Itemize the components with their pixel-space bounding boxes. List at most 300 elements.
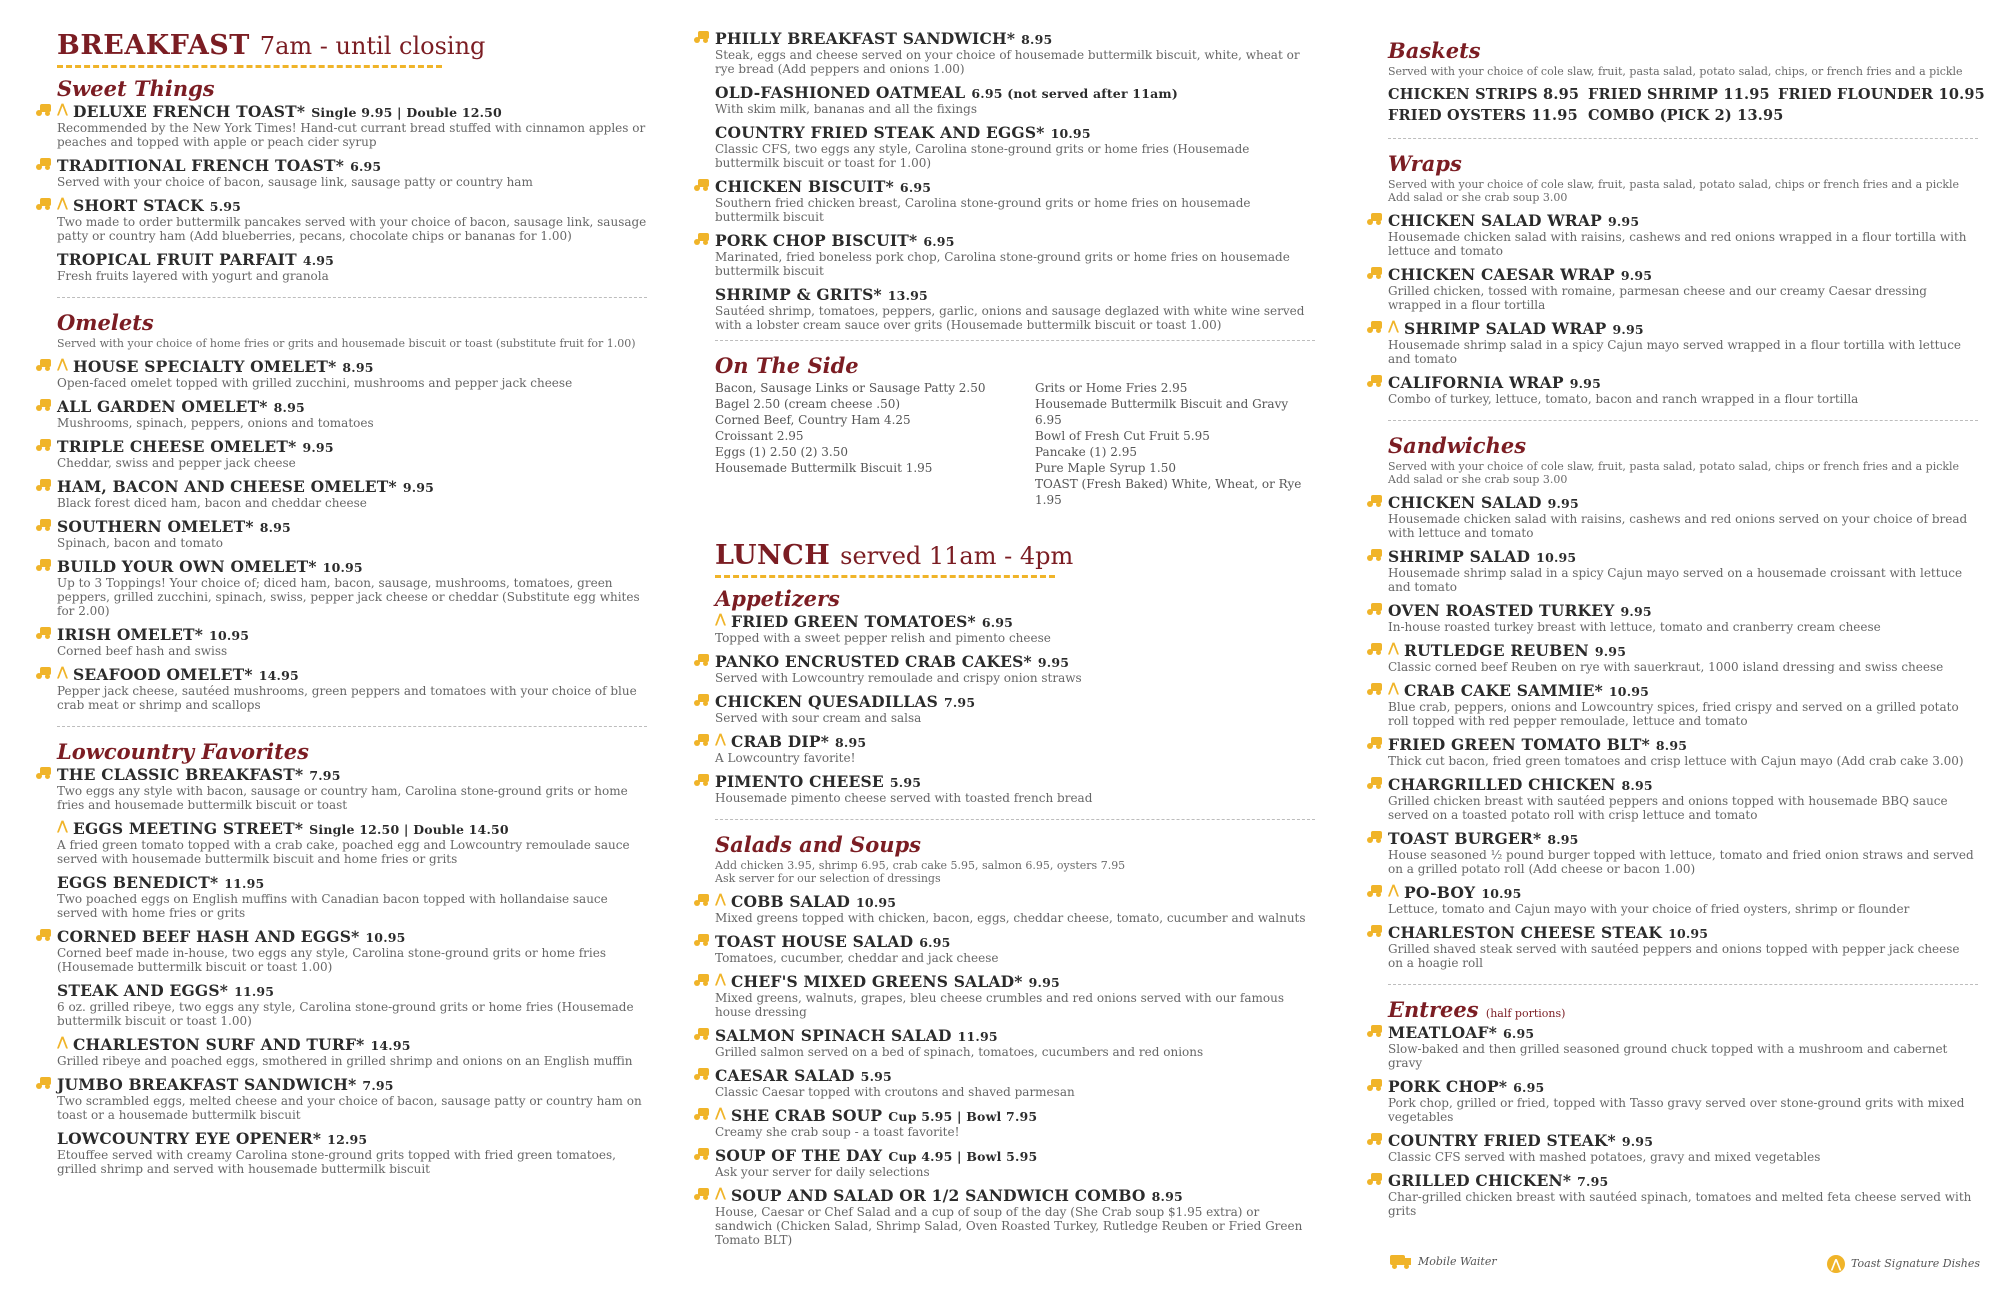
item-description: Char-grilled chicken breast with sautéed spinach, tomatoes and melted feta cheese served with grits [1388,1190,1972,1218]
mobile-waiter-icon [694,934,709,946]
item-name: ALL GARDEN OMELET* [57,397,268,416]
item-description: Grilled ribeye and poached eggs, smothered in grilled shrimp and onions on an English muffin [57,1054,633,1068]
item-price: 12.95 [327,1132,368,1147]
item-description: Blue crab, peppers, onions and Lowcountry spices, fried crispy and served on a grilled potato roll topped with red pepper remoulade, lettuce and tomato [1388,700,1959,728]
mobile-waiter-icon [1367,885,1382,897]
divider [1388,984,1978,985]
item-price: 10.95 [856,895,897,910]
item-name: CHEF'S MIXED GREENS SALAD* [731,972,1023,991]
mobile-waiter-icon [1367,777,1382,789]
item-price: Cup 4.95 | Bowl 5.95 [888,1149,1038,1164]
menu-item-chicken-salad [1388,494,1978,540]
item-price: 9.95 [1620,268,1653,283]
wraps-heading: Wraps [1388,151,1462,176]
appetizers-heading: Appetizers [715,586,840,611]
item-name: SHE CRAB SOUP [731,1106,883,1125]
mobile-waiter-icon [36,767,51,779]
item-name: HAM, BACON AND CHEESE OMELET* [57,477,397,496]
mobile-waiter-icon [694,974,709,986]
menu-item-shrimp-salad [1388,548,1978,594]
item-price: 9.95 [1547,496,1579,511]
item-description: Grilled chicken breast with sautéed peppers and onions topped with housemade BBQ sauce served on a toasted potato roll with crisp lettuce and tomato [1388,794,1948,822]
menu-item-traditional-french-toast [57,157,647,189]
item-name: SEAFOOD OMELET* [73,665,253,684]
menu-item-soup-and-salad-or-1-2-sandwich-combo [715,1187,1315,1247]
item-price: 7.95 [309,768,341,783]
mobile-waiter-icon [36,627,51,639]
side-item: Corned Beef, Country Ham 4.25 [715,413,911,427]
item-name: SHRIMP SALAD WRAP [1404,319,1607,338]
side-item: Bacon, Sausage Links or Sausage Patty 2.50 [715,381,986,395]
menu-item-southern-omelet [57,518,647,550]
menu-item-crab-cake-sammie [1388,682,1978,728]
menu-item-chicken-quesadillas [715,693,1315,725]
signature-icon: ⋀ [1388,681,1400,696]
mobile-waiter-icon [36,479,51,491]
lunch-heading: LUNCH served 11am - 4pm [715,540,1074,571]
item-description: With skim milk, bananas and all the fixings [715,102,977,116]
item-price: 10.95 [1608,684,1650,699]
item-price: 7.95 [1577,1174,1609,1189]
item-description: Served with sour cream and salsa [715,711,922,725]
signature-icon: ⋀ [715,1106,727,1121]
menu-item-chargrilled-chicken [1388,776,1978,822]
item-description: Mushrooms, spinach, peppers, onions and tomatoes [57,416,374,430]
item-name: CHICKEN SALAD WRAP [1388,211,1602,230]
item-description: Pepper jack cheese, sautéed mushrooms, green peppers and tomatoes with your choice of blue crab meat or shrimp and scallops [57,684,637,712]
signature-icon: ⋀ [1388,883,1400,898]
menu-item-irish-omelet [57,626,647,658]
signature-icon: ⋀ [1388,319,1400,334]
signature-icon: ⋀ [57,665,69,680]
item-description: Two poached eggs on English muffins with Canadian bacon topped with hollandaise sauce served with home fries or grits [57,892,608,920]
side-item: Eggs (1) 2.50 (2) 3.50 [715,445,848,459]
item-price: 6.95 [899,180,932,195]
divider [1388,138,1978,139]
item-price: 4.95 [302,253,335,268]
menu-item-steak-and-eggs [57,982,647,1028]
item-description: Housemade shrimp salad in a spicy Cajun mayo served wrapped in a flour tortilla with lettuce and tomato [1388,338,1962,366]
item-price: 9.95 [1037,655,1070,670]
item-name: FRIED GREEN TOMATO BLT* [1388,735,1650,754]
item-name: CAESAR SALAD [715,1066,855,1085]
item-price: 8.95 [1621,778,1653,793]
mobile-waiter-icon [694,31,709,43]
menu-item-oven-roasted-turkey [1388,602,1978,634]
item-price: 14.95 [258,668,299,683]
mobile-waiter-icon [694,179,709,191]
item-description: House seasoned ½ pound burger topped with lettuce, tomato and fried onion straws and served on a grilled potato roll (Add cheese or bacon 1.00) [1388,848,1974,876]
wraps-note: Served with your choice of cole slaw, fruit, pasta salad, potato salad, chips or french fries and a pickle Add salad or she crab soup 3.00 [1388,178,1960,204]
basket-item: FRIED FLOUNDER 10.95 [1778,86,1985,103]
mobile-waiter-icon [36,439,51,451]
item-description: Housemade chicken salad with raisins, cashews and red onions wrapped in a flour tortilla with lettuce and tomato [1388,230,1967,258]
item-name: EGGS MEETING STREET* [73,819,304,838]
mobile-waiter-icon [694,1148,709,1160]
mobile-waiter-icon [1367,213,1382,225]
wraps-list [1388,212,1978,406]
mobile-waiter-icon [1367,495,1382,507]
menu-item-crab-dip [715,733,1315,765]
legend [1390,1253,1980,1275]
sandwiches-list [1388,494,1978,970]
mobile-waiter-icon [36,104,51,116]
side-item: Bagel 2.50 (cream cheese .50) [715,397,901,411]
item-name: OLD-FASHIONED OATMEAL [715,83,966,102]
item-name: PHILLY BREAKFAST SANDWICH* [715,29,1016,48]
item-name: LOWCOUNTRY EYE OPENER* [57,1129,322,1148]
column-middle [715,30,1315,1255]
basket-item: FRIED OYSTERS 11.95 [1388,107,1578,124]
item-price: 10.95 [322,560,363,575]
menu-item-ham-bacon-and-cheese-omelet [57,478,647,510]
omelets-list [57,358,647,712]
mobile-waiter-icon [36,929,51,941]
mobile-waiter-icon [1367,925,1382,937]
mobile-waiter-icon [694,654,709,666]
menu-item-seafood-omelet [57,666,647,712]
item-description: Mixed greens topped with chicken, bacon, eggs, cheddar cheese, tomato, cucumber and walnuts [715,911,1306,925]
sandwiches-note: Served with your choice of cole slaw, fruit, pasta salad, potato salad, chips or french fries and a pickle Add salad or she crab soup 3.00 [1388,460,1960,486]
menu-item-shrimp-grits [715,286,1315,332]
item-name: EGGS BENEDICT* [57,873,219,892]
item-description: Steak, eggs and cheese served on your choice of housemade buttermilk biscuit, white, wheat or rye bread (Add peppers and onions 1.00) [715,48,1300,76]
item-description: Classic CFS, two eggs any style, Carolina stone-ground grits or home fries (Housemade buttermilk biscuit or toast for 1.00) [715,142,1250,170]
menu-item-eggs-meeting-street [57,820,647,866]
side-item: Croissant 2.95 [715,429,804,443]
item-price: 8.95 [835,735,867,750]
item-name: CHICKEN CAESAR WRAP [1388,265,1615,284]
item-description: Southern fried chicken breast, Carolina stone-ground grits or home fries on housemade buttermilk biscuit [715,196,1251,224]
mobile-waiter-icon [1367,375,1382,387]
menu-item-she-crab-soup [715,1107,1315,1139]
item-name: TRIPLE CHEESE OMELET* [57,437,297,456]
divider [715,340,1315,341]
item-price: 8.95 [1655,738,1688,753]
menu-item-toast-burger [1388,830,1978,876]
item-description: Recommended by the New York Times! Hand-cut currant bread stuffed with cinnamon apples or peaches and topped with apple or peach cider syrup [57,121,646,149]
item-price: 5.95 [889,775,922,790]
basket-item: FRIED SHRIMP 11.95 [1588,86,1770,103]
signature-icon: ⋀ [57,102,69,117]
signature-icon: ⋀ [1827,1255,1845,1273]
menu-item-panko-encrusted-crab-cakes [715,653,1315,685]
item-name: CHICKEN BISCUIT* [715,177,894,196]
menu-item-soup-of-the-day [715,1147,1315,1179]
menu-item-tropical-fruit-parfait [57,251,647,283]
item-name: PORK CHOP BISCUIT* [715,231,918,250]
menu-item-triple-cheese-omelet [57,438,647,470]
mobile-waiter-icon [1367,1025,1382,1037]
menu-item-jumbo-breakfast-sandwich [57,1076,647,1122]
item-description: A Lowcountry favorite! [715,751,856,765]
item-name: BUILD YOUR OWN OMELET* [57,557,317,576]
item-description: Fresh fruits layered with yogurt and granola [57,269,329,283]
menu-item-rutledge-reuben [1388,642,1978,674]
item-description: Black forest diced ham, bacon and cheddar cheese [57,496,367,510]
item-price: 7.95 [362,1078,394,1093]
item-description: Classic Caesar topped with croutons and shaved parmesan [715,1085,1075,1099]
item-price: 9.95 [1621,1134,1654,1149]
sandwiches-heading: Sandwiches [1388,433,1527,458]
item-name: SOUP OF THE DAY [715,1146,883,1165]
side-item: Housemade Buttermilk Biscuit and Gravy 6.95 [1035,397,1289,427]
item-description: Ask your server for daily selections [715,1165,930,1179]
item-price: 6.95 [923,234,955,249]
menu-item-chicken-caesar-wrap [1388,266,1978,312]
item-name: CHARLESTON SURF AND TURF* [73,1035,365,1054]
side-item: Grits or Home Fries 2.95 [1035,381,1188,395]
signature-icon: ⋀ [715,732,727,747]
item-description: Corned beef made in-house, two eggs any style, Carolina stone-ground grits or home fries (Housemade buttermilk biscuit or toast 1.00) [57,946,607,974]
item-price: 8.95 [1547,832,1579,847]
menu-item-the-classic-breakfast [57,766,647,812]
mobile-waiter-icon [694,233,709,245]
salads-heading: Salads and Soups [715,832,921,857]
on-the-side-heading: On The Side [715,353,859,378]
menu-item-shrimp-salad-wrap [1388,320,1978,366]
item-name: CHICKEN SALAD [1388,493,1542,512]
lowcountry-heading: Lowcountry Favorites [57,739,309,764]
side-left [715,380,995,508]
item-description: Classic CFS served with mashed potatoes, gravy and mixed vegetables [1388,1150,1821,1164]
menu-item-meatloaf [1388,1024,1978,1070]
item-description: In-house roasted turkey breast with lettuce, tomato and cranberry cream cheese [1388,620,1881,634]
item-description: Tomatoes, cucumber, cheddar and jack cheese [715,951,999,965]
menu-item-chicken-salad-wrap [1388,212,1978,258]
item-description: Thick cut bacon, fried green tomatoes and crisp lettuce with Cajun mayo (Add crab cake 3.00) [1388,754,1964,768]
side-item: Pure Maple Syrup 1.50 [1035,461,1177,475]
item-name: TRADITIONAL FRENCH TOAST* [57,156,345,175]
item-description: Served with Lowcountry remoulade and crispy onion straws [715,671,1082,685]
column-breakfast [57,30,647,1184]
item-description: Etouffee served with creamy Carolina stone-ground grits topped with fried green tomatoes, grilled shrimp and served with housemade buttermilk biscuit [57,1148,616,1176]
salads-note: Add chicken 3.95, shrimp 6.95, crab cake 5.95, salmon 6.95, oysters 7.95 Ask server for our selection of dressings [715,859,1126,885]
item-price: 6.95 [1513,1080,1545,1095]
item-name: THE CLASSIC BREAKFAST* [57,765,304,784]
item-description: Housemade pimento cheese served with toasted french bread [715,791,1093,805]
menu-item-eggs-benedict [57,874,647,920]
heading-underline [715,575,1055,578]
item-name: SHORT STACK [73,196,204,215]
sweet-things-heading: Sweet Things [57,76,215,101]
item-price: 6.95 [1503,1026,1535,1041]
item-name: OVEN ROASTED TURKEY [1388,601,1615,620]
divider [57,726,647,727]
breakfast-continued-list [715,30,1315,332]
menu-item-po-boy [1388,884,1978,916]
item-price: 10.95 [1050,126,1091,141]
signature-icon: ⋀ [1388,641,1400,656]
item-description: Housemade shrimp salad in a spicy Cajun mayo served on a housemade croissant with lettuce and tomato [1388,566,1963,594]
item-name: PIMENTO CHEESE [715,772,884,791]
signature-icon: ⋀ [57,819,69,834]
item-description: Classic corned beef Reuben on rye with sauerkraut, 1000 island dressing and swiss cheese [1388,660,1944,674]
item-name: IRISH OMELET* [57,625,204,644]
item-price: 8.95 [273,400,305,415]
signature-icon: ⋀ [715,612,727,627]
menu-item-pork-chop [1388,1078,1978,1124]
mobile-waiter-icon [1367,1079,1382,1091]
item-description: Lettuce, tomato and Cajun mayo with your choice of fried oysters, shrimp or flounder [1388,902,1910,916]
item-price: 10.95 [365,930,406,945]
menu-item-california-wrap [1388,374,1978,406]
item-name: GRILLED CHICKEN* [1388,1171,1572,1190]
side-item: TOAST (Fresh Baked) White, Wheat, or Rye 1.95 [1035,477,1302,507]
side-item: Pancake (1) 2.95 [1035,445,1138,459]
item-price: 11.95 [957,1029,998,1044]
item-description: Topped with a sweet pepper relish and pimento cheese [715,631,1051,645]
item-description: 6 oz. grilled ribeye, two eggs any style, Carolina stone-ground grits or home fries (Housemade buttermilk biscuit or toast 1.00) [57,1000,634,1028]
mobile-waiter-icon [694,1028,709,1040]
menu-item-country-fried-steak [1388,1132,1978,1164]
item-price: 9.95 [1028,975,1060,990]
item-price: 9.95 [302,440,334,455]
item-description: Up to 3 Toppings! Your choice of; diced ham, bacon, sausage, mushrooms, tomatoes, green peppers, grilled zucchini, spinach, swiss, pepper jack cheese or cheddar (Substitute egg whites for 2.00) [57,576,640,618]
menu-item-pork-chop-biscuit [715,232,1315,278]
item-name: SOUP AND SALAD OR 1/2 SANDWICH COMBO [731,1186,1146,1205]
item-description: A fried green tomato topped with a crab cake, poached egg and Lowcountry remoulade sauce served with housemade buttermilk biscuit and home fries or grits [57,838,630,866]
menu-item-fried-green-tomatoes [715,613,1315,645]
mobile-waiter-icon [1367,603,1382,615]
item-description: Two made to order buttermilk pancakes served with your choice of bacon, sausage link, sausage patty or country ham (Add blueberries, pecans, chocolate chips or bananas for 1.00) [57,215,647,243]
item-name: DELUXE FRENCH TOAST* [73,102,306,121]
omelets-heading: Omelets [57,310,154,335]
lowcountry-list [57,766,647,1176]
item-description: Housemade chicken salad with raisins, cashews and red onions served on your choice of bread with lettuce and tomato [1388,512,1968,540]
item-price: 10.95 [209,628,250,643]
item-name: SHRIMP SALAD [1388,547,1531,566]
sweet-things-list [57,103,647,283]
item-description: Two eggs any style with bacon, sausage or country ham, Carolina stone-ground grits or home fries and housemade buttermilk biscuit or toast [57,784,628,812]
item-description: Served with your choice of bacon, sausage link, sausage patty or country ham [57,175,533,189]
item-price: 13.95 [887,288,928,303]
signature-icon: ⋀ [57,196,69,211]
item-price: Single 9.95 | Double 12.50 [311,105,502,120]
mobile-waiter-icon [694,1188,709,1200]
menu-item-toast-house-salad [715,933,1315,965]
mobile-waiter-icon [36,519,51,531]
item-price: 8.95 [342,360,374,375]
menu-item-charleston-surf-and-turf [57,1036,647,1068]
breakfast-heading: BREAKFAST 7am - until closing [57,30,486,61]
entrees-heading: Entrees (half portions) [1388,997,1566,1022]
menu-item-corned-beef-hash-and-eggs [57,928,647,974]
item-description: Grilled chicken, tossed with romaine, parmesan cheese and our creamy Caesar dressing wrapped in a flour tortilla [1388,284,1927,312]
item-price: 10.95 [1668,926,1709,941]
mobile-waiter-icon [36,559,51,571]
item-name: TROPICAL FRUIT PARFAIT [57,250,297,269]
item-description: Two scrambled eggs, melted cheese and your choice of bacon, sausage patty or country ham on toast or a housemade buttermilk biscuit [57,1094,642,1122]
item-price: 8.95 [259,520,291,535]
item-price: 10.95 [1481,886,1522,901]
menu-item-all-garden-omelet [57,398,647,430]
menu-item-caesar-salad [715,1067,1315,1099]
item-description: Combo of turkey, lettuce, tomato, bacon and ranch wrapped in a flour tortilla [1388,392,1859,406]
divider [715,819,1315,820]
item-name: COBB SALAD [731,892,851,911]
item-name: CHARLESTON CHEESE STEAK [1388,923,1663,942]
mobile-waiter-icon [1367,737,1382,749]
menu-item-salmon-spinach-salad [715,1027,1315,1059]
item-price: 8.95 [1151,1189,1183,1204]
item-name: PORK CHOP* [1388,1077,1508,1096]
mobile-waiter-icon [1367,321,1382,333]
item-name: CHARGRILLED CHICKEN [1388,775,1616,794]
mobile-waiter-icon [1367,643,1382,655]
item-price: 6.95 [919,935,951,950]
menu-item-country-fried-steak-and-eggs [715,124,1315,170]
item-description: Pork chop, grilled or fried, topped with Tasso gravy served over stone-ground grits with mixed vegetables [1388,1096,1965,1124]
mobile-waiter-icon [1367,831,1382,843]
mobile-waiter-icon [36,198,51,210]
item-name: PANKO ENCRUSTED CRAB CAKES* [715,652,1032,671]
menu-item-build-your-own-omelet [57,558,647,618]
mobile-waiter-icon [1367,267,1382,279]
baskets-note: Served with your choice of cole slaw, fruit, pasta salad, potato salad, chips, or french fries and a pickle [1388,65,1963,78]
divider [1388,420,1978,421]
divider [57,297,647,298]
item-name: STEAK AND EGGS* [57,981,229,1000]
item-description: Creamy she crab soup - a toast favorite! [715,1125,960,1139]
item-name: HOUSE SPECIALTY OMELET* [73,357,337,376]
mobile-waiter-icon [694,1068,709,1080]
item-price: 5.95 [209,199,242,214]
item-description: Sautéed shrimp, tomatoes, peppers, garlic, onions and sausage deglazed with white wine served with a lobster cream sauce over grits (Housemade buttermilk biscuit or toast 1.00) [715,304,1305,332]
mobile-waiter-icon [1367,1173,1382,1185]
item-name: CHICKEN QUESADILLAS [715,692,938,711]
item-name: SOUTHERN OMELET* [57,517,254,536]
item-name: SALMON SPINACH SALAD [715,1026,952,1045]
item-description: Grilled salmon served on a bed of spinach, tomatoes, cucumbers and red onions [715,1045,1204,1059]
baskets-list [1388,86,1985,124]
mobile-waiter-icon [694,774,709,786]
item-name: FRIED GREEN TOMATOES* [731,612,976,631]
mobile-waiter-icon [36,399,51,411]
basket-item: CHICKEN STRIPS 8.95 [1388,86,1580,103]
menu-item-chicken-biscuit [715,178,1315,224]
side-item: Housemade Buttermilk Biscuit 1.95 [715,461,933,475]
mobile-waiter-icon [36,359,51,371]
item-description: Corned beef hash and swiss [57,644,228,658]
item-price: 9.95 [1620,604,1652,619]
item-name: MEATLOAF* [1388,1023,1498,1042]
item-name: TOAST BURGER* [1388,829,1542,848]
item-description: House, Caesar or Chef Salad and a cup of soup of the day (She Crab soup $1.95 extra) or sandwich (Chicken Salad, Shrimp Salad, Oven Roasted Turkey, Rutledge Reuben or Fried Green Tomato BLT) [715,1205,1303,1247]
item-description: Marinated, fried boneless pork chop, Carolina stone-ground grits or home fries on housemade buttermilk biscuit [715,250,1290,278]
item-name: SHRIMP & GRITS* [715,285,882,304]
item-description: Grilled shaved steak served with sautéed peppers and onions topped with pepper jack cheese on a hoagie roll [1388,942,1960,970]
mobile-waiter-icon [694,734,709,746]
item-name: CORNED BEEF HASH AND EGGS* [57,927,360,946]
item-description: Slow-baked and then grilled seasoned ground chuck topped with a mushroom and cabernet gravy [1388,1042,1948,1070]
column-right [1388,30,1985,1226]
mobile-waiter-icon [694,1108,709,1120]
item-price: 6.95 (not served after 11am) [971,86,1178,101]
menu-item-chef-s-mixed-greens-salad [715,973,1315,1019]
item-name: COUNTRY FRIED STEAK* [1388,1131,1616,1150]
mobile-waiter-icon [1390,1255,1412,1269]
signature-icon: ⋀ [715,892,727,907]
signature-icon: ⋀ [715,972,727,987]
legend-mobile-waiter: Mobile Waiter [1390,1255,1497,1269]
item-description: Open-faced omelet topped with grilled zucchini, mushrooms and pepper jack cheese [57,376,573,390]
baskets-heading: Baskets [1388,38,1481,63]
signature-icon: ⋀ [57,1035,69,1050]
item-price: 11.95 [234,984,275,999]
mobile-waiter-icon [694,894,709,906]
item-price: Single 12.50 | Double 14.50 [309,822,509,837]
